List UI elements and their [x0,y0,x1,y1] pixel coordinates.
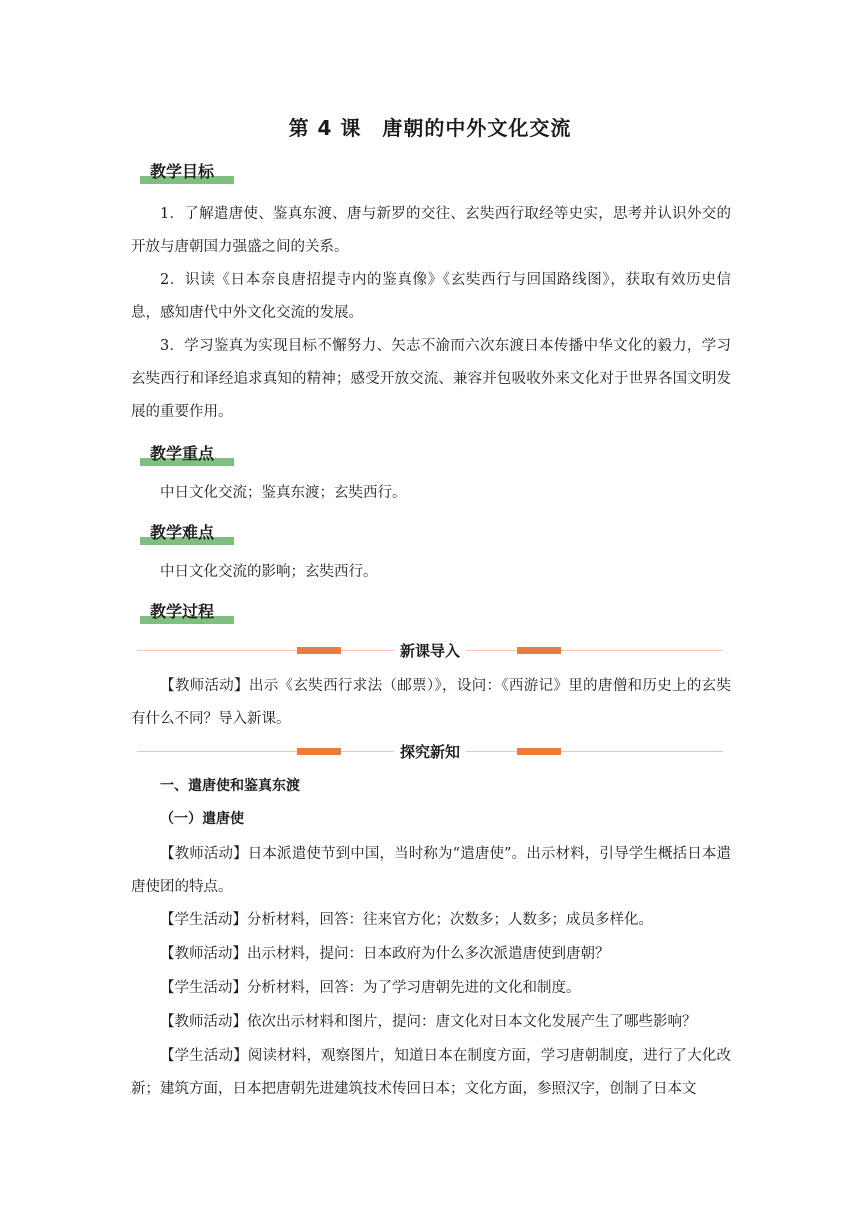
divider-intro [137,638,723,664]
subheading-level-2: （一）遣唐使 [160,811,244,827]
section-heading-key-points [140,440,234,466]
heading-text: 教学难点 [150,523,215,542]
key-points-text: 中日文化交流；鉴真东渡；玄奘西行。 [160,485,407,501]
section-heading-difficulties [140,519,234,545]
objective-item-2: 2．识读《日本奈良唐招提寺内的鉴真像》《玄奘西行与回国路线图》，获取有效历史信息，感知唐代中外文化交流的发展。 [131,272,731,321]
divider-explore [137,739,723,765]
heading-text: 教学重点 [150,444,215,463]
difficulties-text: 中日文化交流的影响；玄奘西行。 [160,564,378,580]
lesson-title: 第 4 课 唐朝的中外文化交流 [288,116,572,140]
heading-text: 教学目标 [150,162,215,181]
explore-paragraph: 【学生活动】分析材料，回答：为了学习唐朝先进的文化和制度。 [160,980,581,996]
divider-label: 新课导入 [394,642,466,660]
explore-paragraph: 【学生活动】阅读材料，观察图片，知道日本在制度方面，学习唐朝制度，进行了大化改新；建筑方面，日本把唐朝先进建筑技术传回日本；文化方面，参照汉字，创制了日本文 [131,1048,731,1097]
section-heading-process [140,598,234,624]
section-heading-objectives [140,158,234,184]
explore-paragraph: 【教师活动】依次出示材料和图片，提问：唐文化对日本文化发展产生了哪些影响？ [160,1014,697,1030]
divider-label: 探究新知 [394,743,466,761]
explore-paragraph: 【学生活动】分析材料，回答：往来官方化；次数多；人数多；成员多样化。 [160,912,653,928]
objective-item-3: 3．学习鉴真为实现目标不懈努力、矢志不渝而六次东渡日本传播中华文化的毅力，学习玄奘西行和译经追求真知的精神；感受开放交流、兼容并包吸收外来文化对于世界各国文明发展的重要作用。 [131,338,731,420]
objective-item-1: 1．了解遣唐使、鉴真东渡、唐与新罗的交往、玄奘西行取经等史实，思考并认识外交的开放与唐朝国力强盛之间的关系。 [131,206,731,255]
intro-paragraph: 【教师活动】出示《玄奘西行求法（邮票）》，设问：《西游记》里的唐僧和历史上的玄奘有什么不同？导入新课。 [131,678,731,727]
explore-paragraph: 【教师活动】出示材料，提问：日本政府为什么多次派遣唐使到唐朝？ [160,946,610,962]
subheading-level-1: 一、遣唐使和鉴真东渡 [160,778,300,794]
heading-text: 教学过程 [150,602,215,621]
explore-paragraph: 【教师活动】日本派遣使节到中国，当时称为“遣唐使”。出示材料，引导学生概括日本遣唐使团的特点。 [131,846,731,895]
